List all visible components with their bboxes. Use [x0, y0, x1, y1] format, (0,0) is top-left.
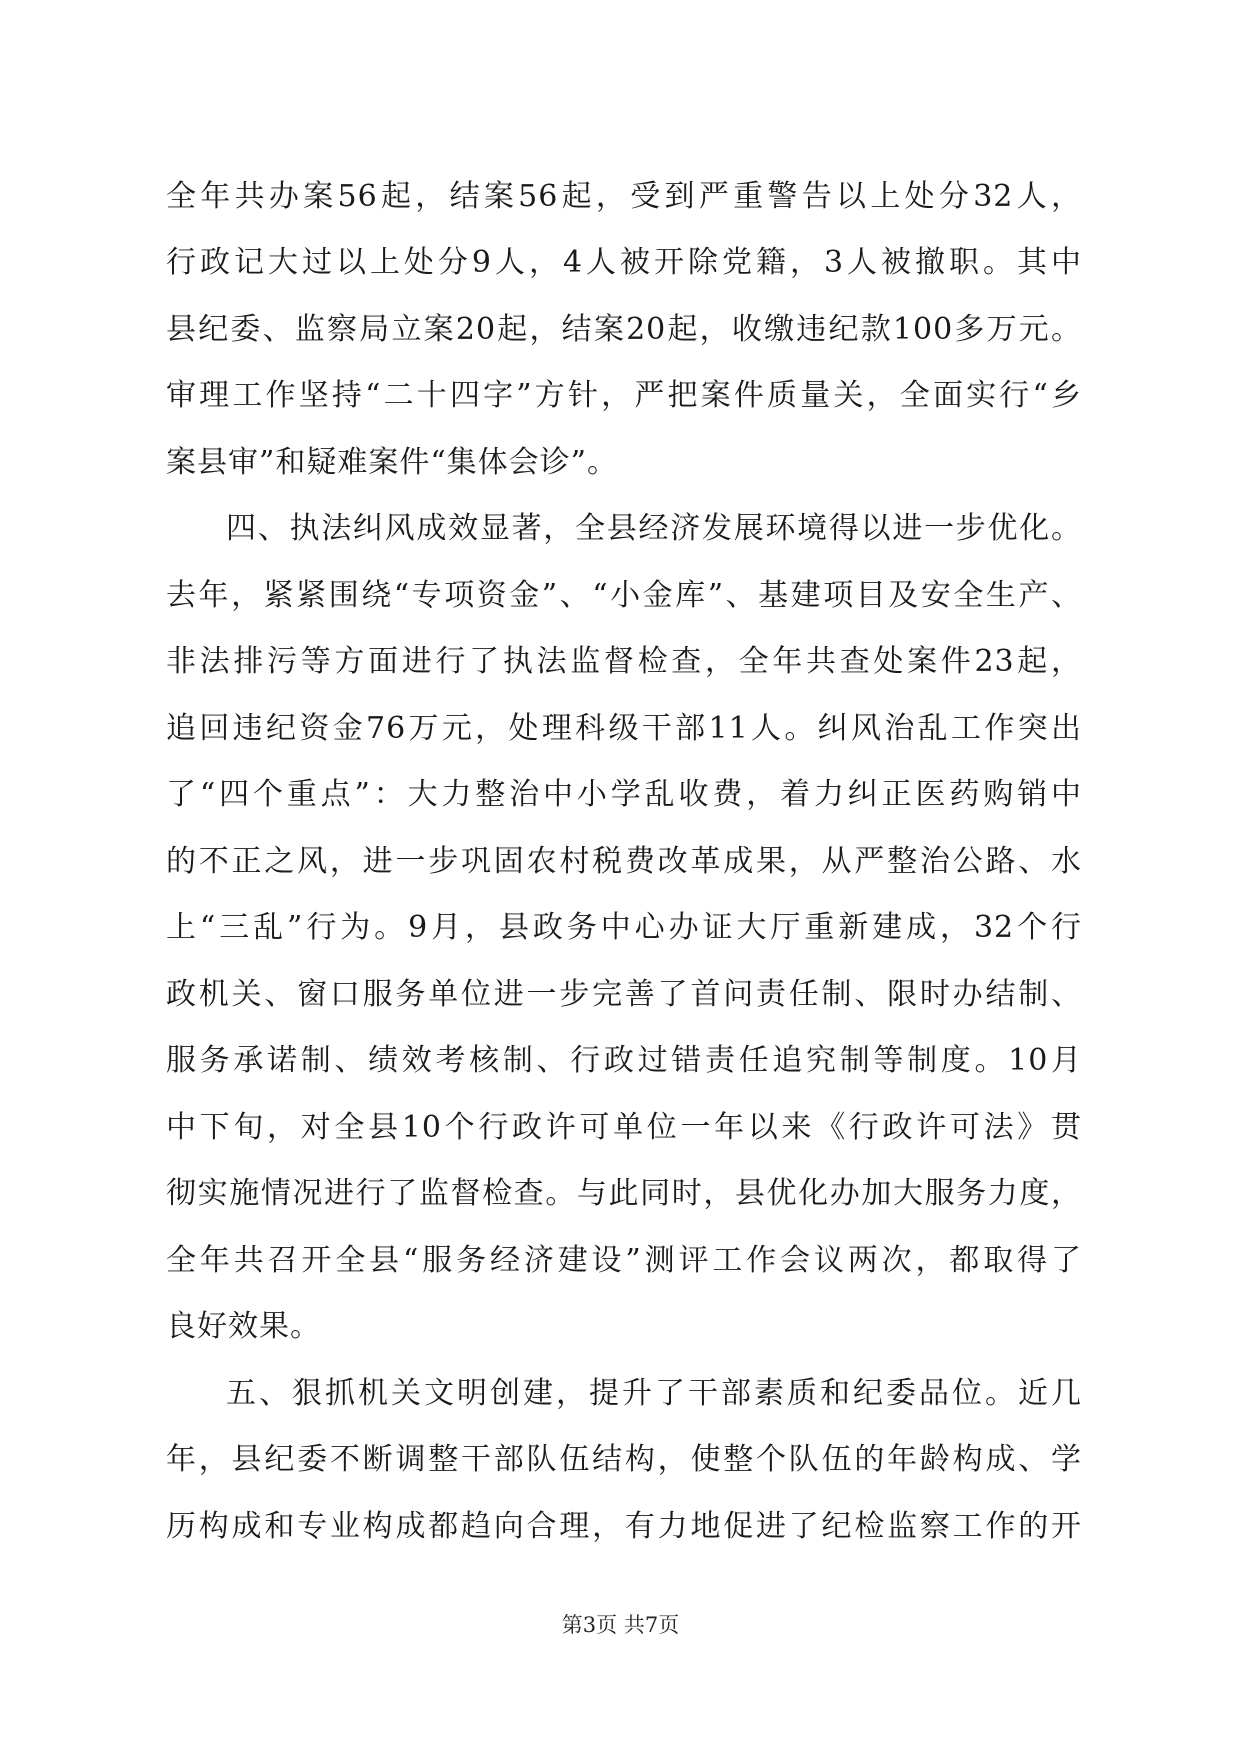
text-line-4: 审理工作坚持“二十四字”方针，严把案件质量关，全面实行“乡: [166, 378, 1082, 413]
text-line-16: 彻实施情况进行了监督检查。与此同时，县优化办加大服务力度，: [166, 1176, 1082, 1211]
text-line-10: 了“四个重点”：大力整治中小学乱收费，着力纠正医药购销中: [166, 777, 1082, 812]
text-line-17: 全年共召开全县“服务经济建设”测评工作会议两次，都取得了: [166, 1243, 1082, 1278]
text-line-13: 政机关、窗口服务单位进一步完善了首问责任制、限时办结制、: [166, 977, 1082, 1012]
text-line-9: 追回违纪资金76万元，处理科级干部11人。纠风治乱工作突出: [166, 711, 1082, 746]
page-number-footer: 第3页 共7页: [561, 1613, 680, 1637]
text-line-7: 去年，紧紧围绕“专项资金”、“小金库”、基建项目及安全生产、: [166, 578, 1082, 613]
text-line-1: 全年共办案56起，结案56起，受到严重警告以上处分32人，: [166, 179, 1082, 214]
text-line-3: 县纪委、监察局立案20起，结案20起，收缴违纪款100多万元。: [166, 312, 1082, 347]
text-line-5: 案县审”和疑难案件“集体会诊”。: [166, 445, 619, 480]
text-line-14: 服务承诺制、绩效考核制、行政过错责任追究制等制度。10月: [166, 1043, 1082, 1078]
text-line-2: 行政记大过以上处分9人，4人被开除党籍，3人被撤职。其中: [166, 245, 1082, 280]
text-line-15: 中下旬，对全县10个行政许可单位一年以来《行政许可法》贯: [166, 1110, 1082, 1145]
text-line-12: 上“三乱”行为。9月，县政务中心办证大厅重新建成，32个行: [166, 910, 1082, 945]
text-line-21: 历构成和专业构成都趋向合理，有力地促进了纪检监察工作的开: [166, 1509, 1082, 1544]
text-line-8: 非法排污等方面进行了执法监督检查，全年共查处案件23起，: [166, 644, 1082, 679]
text-line-18: 良好效果。: [166, 1309, 321, 1344]
text-line-11: 的不正之风，进一步巩固农村税费改革成果，从严整治公路、水: [166, 844, 1082, 879]
paragraph-5-heading-line: 五、狠抓机关文明创建，提升了干部素质和纪委品位。近几: [226, 1376, 1082, 1411]
paragraph-4-heading-line: 四、执法纠风成效显著，全县经济发展环境得以进一步优化。: [226, 511, 1082, 546]
text-line-20: 年，县纪委不断调整干部队伍结构，使整个队伍的年龄构成、学: [166, 1442, 1082, 1477]
